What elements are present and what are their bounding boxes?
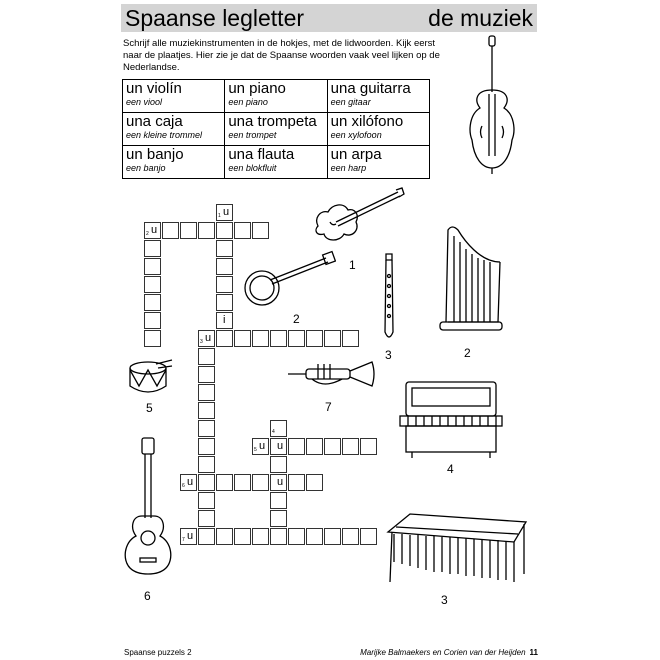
given-letter: u [277, 476, 284, 488]
clue-number: 5 [254, 447, 257, 453]
crossword-cell [252, 330, 269, 347]
spanish-word: un banjo [126, 146, 184, 163]
crossword-cell [270, 528, 287, 545]
spanish-word: un arpa [330, 146, 382, 163]
crossword-cell [216, 258, 233, 275]
crossword-cell [144, 312, 161, 329]
given-letter: u [187, 476, 194, 488]
spanish-word: un xilófono [330, 113, 404, 130]
spanish-word: un violín [126, 80, 182, 97]
clue-number: 6 [182, 483, 185, 489]
footer-authors [360, 648, 538, 657]
crossword-cell [198, 456, 215, 473]
trumpet-icon [286, 360, 378, 390]
crossword-cell [216, 276, 233, 293]
crossword-cell [234, 528, 251, 545]
page-title: Spaanse legletter [125, 5, 305, 31]
crossword-cell [180, 222, 197, 239]
page-topic: de muziek [428, 5, 533, 31]
dutch-word: een gitaar [330, 97, 371, 107]
crossword-cell [288, 330, 305, 347]
clue-number: 1 [218, 213, 221, 219]
harp-icon [434, 222, 510, 334]
xylophone-icon [384, 508, 530, 584]
crossword-cell [342, 330, 359, 347]
given-letter: u [205, 332, 212, 344]
clue-number: 7 [182, 537, 185, 543]
crossword-cell [270, 492, 287, 509]
given-letter: u [223, 206, 230, 218]
crossword-cell [144, 276, 161, 293]
given-letter: u [151, 224, 158, 236]
dutch-word: een piano [228, 97, 268, 107]
picture-number: 1 [349, 258, 356, 272]
page-number: 11 [529, 648, 538, 657]
crossword-cell [216, 312, 233, 329]
crossword-cell [324, 438, 341, 455]
crossword-cell [342, 438, 359, 455]
dutch-word: een viool [126, 97, 163, 107]
clue-number: 3 [200, 339, 203, 345]
crossword-cell [288, 528, 305, 545]
crossword-cell [234, 330, 251, 347]
crossword-cell [198, 420, 215, 437]
crossword-cell [144, 240, 161, 257]
crossword-cell [144, 330, 161, 347]
crossword-cell [216, 294, 233, 311]
crossword-cell [198, 492, 215, 509]
crossword-cell [216, 528, 233, 545]
spanish-word: una flauta [228, 146, 295, 163]
crossword-cell [198, 474, 215, 491]
spanish-word: una caja [126, 113, 183, 130]
crossword-cell [324, 528, 341, 545]
crossword-cell [162, 222, 179, 239]
crossword-cell [324, 330, 341, 347]
picture-number: 4 [447, 462, 454, 476]
crossword-cell [360, 438, 377, 455]
spanish-word: una trompeta [228, 113, 317, 130]
picture-number: 2 [293, 312, 300, 326]
crossword-cell [306, 474, 323, 491]
picture-number: 7 [325, 400, 332, 414]
crossword-cell [306, 330, 323, 347]
drum-icon [126, 358, 174, 398]
picture-number: 3 [441, 593, 448, 607]
crossword-cell [198, 348, 215, 365]
clue-number: 4 [272, 429, 275, 435]
dutch-word: een banjo [126, 163, 166, 173]
crossword-cell [306, 438, 323, 455]
dutch-word: een kleine trommel [126, 130, 203, 140]
given-letter: u [277, 440, 284, 452]
crossword-cell [180, 474, 197, 491]
double-bass-icon [462, 34, 522, 176]
dutch-word: een trompet [228, 130, 277, 140]
crossword-cell [180, 528, 197, 545]
given-letter: u [187, 530, 194, 542]
crossword-cell [198, 366, 215, 383]
crossword-cell [288, 438, 305, 455]
crossword-cell [288, 474, 305, 491]
crossword-cell [198, 438, 215, 455]
dutch-word: een harp [330, 163, 367, 173]
footer-author-names: Marijke Balmaekers en Corien van der Heijden [360, 648, 526, 657]
crossword-cell [270, 474, 287, 491]
crossword-cell [198, 330, 215, 347]
crossword-cell [252, 222, 269, 239]
clue-number: 2 [146, 231, 149, 237]
crossword-cell [270, 330, 287, 347]
banjo-icon [240, 250, 336, 310]
footer-series: Spaanse puzzels 2 [124, 648, 192, 657]
crossword-cell [198, 402, 215, 419]
crossword-cell [270, 438, 287, 455]
crossword-cell [216, 240, 233, 257]
crossword-cell [270, 510, 287, 527]
spanish-word: una guitarra [330, 80, 411, 97]
picture-number: 2 [464, 346, 471, 360]
crossword-cell [198, 528, 215, 545]
dutch-word: een xylofoon [330, 130, 382, 140]
dutch-word: een blokfluit [228, 163, 277, 173]
guitar-icon [120, 436, 176, 578]
crossword-cell [198, 510, 215, 527]
crossword-cell [198, 222, 215, 239]
piano-icon [398, 378, 504, 460]
picture-number: 3 [385, 348, 392, 362]
crossword-cell [234, 222, 251, 239]
crossword-cell [144, 258, 161, 275]
crossword-cell [216, 474, 233, 491]
crossword-cell [144, 294, 161, 311]
crossword-cell [270, 420, 287, 437]
crossword-cell [216, 204, 233, 221]
instructions: Schrijf alle muziekinstrumenten in de hokjes, met de lidwoorden. Kijk eerst naar de plaatjes. Hier zie je dat de Spaanse woorden vaak veel lijken op de Nederlandse. [123, 38, 440, 73]
crossword-cell [342, 528, 359, 545]
crossword-cell [216, 330, 233, 347]
given-letter: u [259, 440, 266, 452]
crossword-cell [216, 222, 233, 239]
crossword-cell [252, 474, 269, 491]
crossword-cell [234, 474, 251, 491]
given-letter: i [223, 314, 226, 326]
crossword-cell [360, 528, 377, 545]
spanish-word: un piano [228, 80, 286, 97]
crossword-cell [270, 456, 287, 473]
crossword-cell [252, 438, 269, 455]
crossword-cell [198, 384, 215, 401]
crossword-cell [252, 528, 269, 545]
violin-icon [310, 186, 406, 242]
picture-number: 6 [144, 589, 151, 603]
crossword-cell [306, 528, 323, 545]
picture-number: 5 [146, 401, 153, 415]
crossword-cell [144, 222, 161, 239]
recorder-icon [380, 252, 398, 344]
